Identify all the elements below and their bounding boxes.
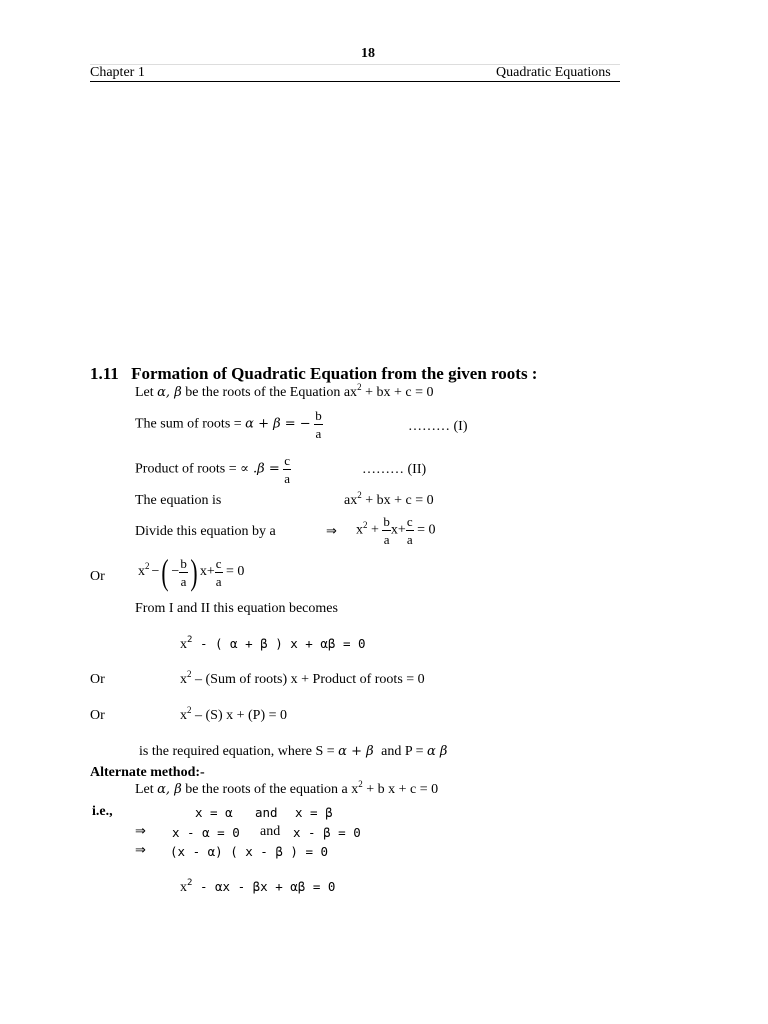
x-plus: x+ [199, 564, 215, 580]
required-line [139, 744, 447, 760]
eq-tail: + bx + c = 0 [365, 385, 434, 400]
header-chapter: Chapter 1 [90, 65, 145, 80]
x-minus-alpha: x - α = 0 [172, 825, 240, 840]
product-factors: (x - α) ( x - β ) = 0 [170, 844, 329, 859]
or-label-2: Or [90, 672, 105, 687]
equation-is-label: The equation is [135, 493, 222, 508]
sum-text: The sum of roots = [135, 416, 242, 432]
and-p: and P = [381, 744, 424, 759]
denominator: a [180, 573, 187, 589]
page-number: 18 [361, 46, 375, 61]
implies-1: ⇒ [135, 824, 146, 839]
x-equals-alpha: x = α [195, 805, 233, 820]
fraction-b-over-a [314, 407, 323, 442]
x: x [180, 637, 187, 652]
section-number: 1.11 [90, 364, 119, 383]
fraction-b-over-a [382, 513, 391, 548]
tag-one: ……… (I) [408, 419, 468, 434]
equation-body: – (S) x + (P) = 0 [195, 708, 288, 723]
equation-ax: ax [344, 493, 358, 508]
equation-body: - ( α + β ) x + αβ = 0 [199, 636, 366, 651]
let-suffix: be the roots of the equation a x [185, 782, 359, 797]
let-prefix: Let [135, 385, 154, 400]
x: x [138, 564, 145, 580]
fraction-c-over-a [406, 513, 414, 548]
or-label-3: Or [90, 708, 105, 723]
let-prefix: Let [135, 782, 154, 797]
right-paren: ) [190, 552, 198, 592]
or-expr-2 [180, 669, 425, 688]
plus: + [371, 522, 379, 538]
let-line [135, 382, 434, 401]
and-word-2: and [260, 824, 281, 839]
equation-body: – (Sum of roots) x + Product of roots = 0 [195, 672, 425, 687]
denominator: a [284, 471, 290, 486]
denominator: a [215, 573, 222, 589]
minus: − [171, 564, 180, 580]
numerator: c [284, 453, 290, 468]
and-word: and [255, 805, 278, 820]
sup-2: 2 [187, 878, 193, 888]
fraction-c-over-a [283, 452, 291, 487]
product-expr: ∝ .β = [240, 461, 280, 477]
alpha-beta: α, β [157, 385, 182, 400]
product-text: Product of roots = [135, 461, 237, 477]
from-text: From I and II this equation becomes [135, 601, 338, 616]
section-heading [90, 364, 537, 384]
numerator: c [406, 514, 413, 529]
sup-2: 2 [187, 705, 192, 715]
divide-implies: ⇒ [326, 524, 337, 539]
let-suffix: be the roots of the Equation ax [185, 385, 358, 400]
numerator: c [215, 555, 222, 571]
left-paren: ( [161, 552, 170, 592]
sum-line [135, 407, 323, 442]
sup-2: 2 [187, 669, 192, 679]
x: x [356, 522, 363, 538]
equals-zero: = 0 [417, 522, 436, 538]
numerator: b [180, 555, 187, 571]
sum-expr: α + β = − [245, 416, 311, 432]
tag-two: ……… (II) [362, 462, 427, 477]
denominator: a [406, 532, 413, 547]
alpha-beta-equation [180, 636, 366, 653]
sup-2: 2 [363, 519, 368, 530]
alpha-beta: α, β [157, 782, 182, 797]
expanded-equation [180, 879, 335, 896]
x: x [180, 672, 187, 687]
or-label-1: Or [90, 569, 105, 584]
sup-2: 2 [358, 779, 363, 789]
header-rule [90, 81, 620, 82]
x-minus-beta: x - β = 0 [293, 825, 361, 840]
header-title: Quadratic Equations [496, 65, 611, 80]
x: x [180, 880, 187, 895]
x-plus: x+ [390, 522, 406, 538]
x-equals-beta: x = β [295, 805, 333, 820]
denominator: a [383, 532, 390, 547]
sup-2: 2 [357, 490, 362, 500]
or-expr-1 [138, 552, 244, 592]
numerator: b [383, 514, 390, 529]
numerator: b [315, 408, 322, 423]
x: x [180, 708, 187, 723]
or-expr-3 [180, 705, 288, 724]
eq-tail: + b x + c = 0 [366, 782, 439, 797]
section-title: Formation of Quadratic Equation from the given roots : [131, 364, 538, 383]
equation-is-expr [344, 490, 434, 509]
denominator: a [315, 426, 322, 441]
equals-zero: = 0 [226, 564, 245, 580]
s-expr: α + β [338, 744, 374, 759]
sup-2: 2 [357, 382, 362, 392]
minus: − [151, 564, 160, 580]
sup-2: 2 [145, 561, 150, 572]
p-expr: α β [427, 744, 448, 759]
ie-label: i.e., [92, 804, 113, 819]
alt-let-line [135, 779, 439, 798]
product-line [135, 452, 291, 487]
equation-body: - αx - βx + αβ = 0 [199, 879, 336, 894]
alternate-heading: Alternate method:- [90, 765, 205, 780]
fraction-b-over-a [179, 555, 188, 590]
equation-tail: + bx + c = 0 [365, 493, 434, 508]
implies-2: ⇒ [135, 843, 146, 858]
fraction-c-over-a [215, 555, 223, 590]
required-text: is the required equation, where S = [139, 744, 335, 759]
divide-label: Divide this equation by a [135, 524, 276, 539]
sup-2: 2 [187, 635, 193, 645]
divide-expr [356, 513, 436, 548]
